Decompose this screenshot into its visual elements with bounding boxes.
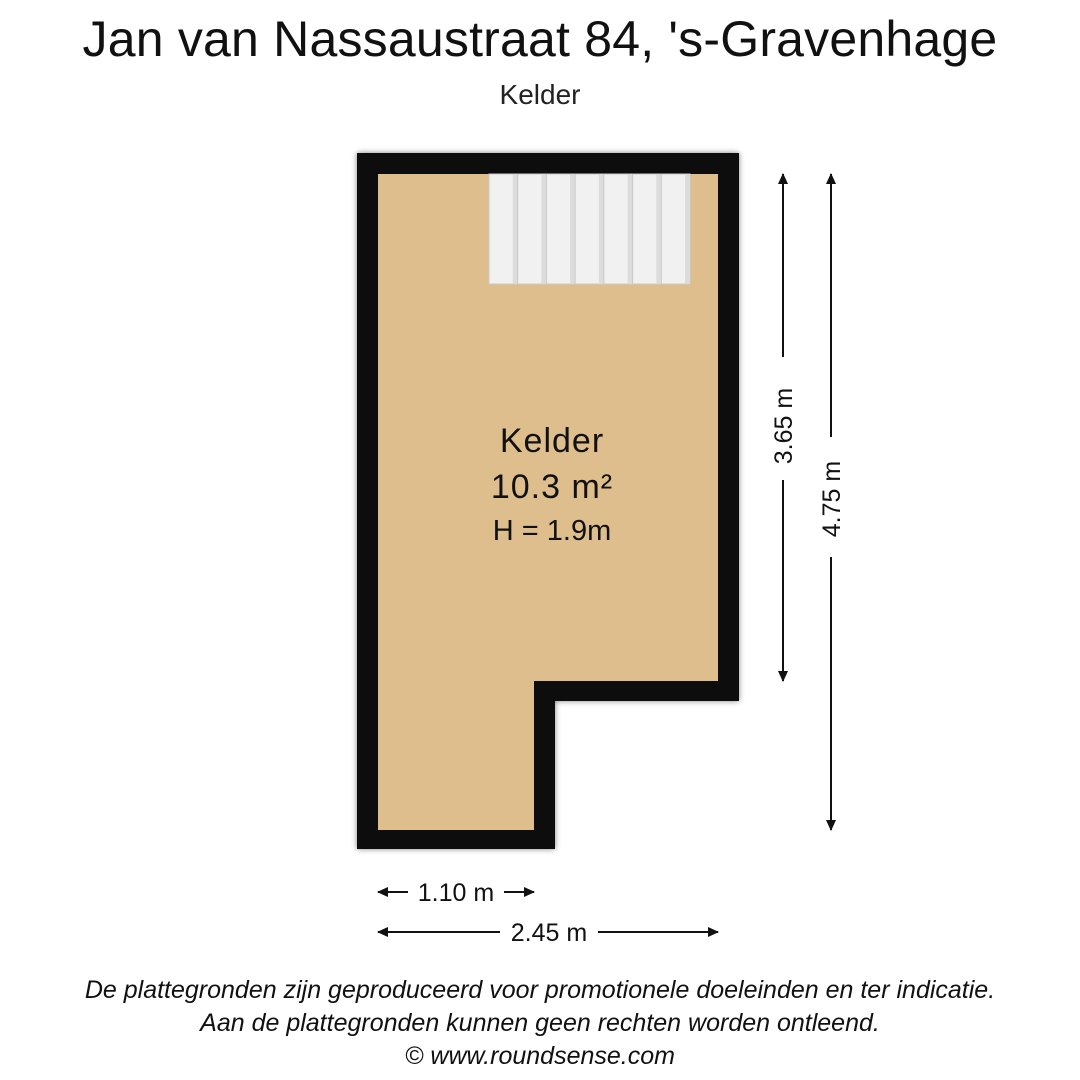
- dimension-inner-vertical-label: 3.65 m: [770, 387, 798, 465]
- floor-subtitle: Kelder: [499, 79, 581, 110]
- disclaimer-line-2: Aan de plattegronden kunnen geen rechten worden ontleend.: [200, 1009, 880, 1037]
- page-title: Jan van Nassaustraat 84, 's-Gravenhage: [82, 11, 998, 67]
- stairs: [489, 174, 690, 284]
- stair-tread-shade: [656, 174, 661, 284]
- copyright-line: © www.roundsense.com: [405, 1042, 675, 1070]
- dimension-outer-horizontal-label: 2.45 m: [510, 919, 588, 947]
- dimension-inner-horizontal: [378, 879, 534, 907]
- room-height-label: H = 1.9m: [492, 515, 612, 547]
- room-area-label: 10.3 m²: [490, 468, 614, 506]
- disclaimer: [0, 974, 1080, 1073]
- dimension-outer-vertical: [818, 174, 846, 830]
- stair-tread-shade: [541, 174, 546, 284]
- disclaimer-line-1: De plattegronden zijn geproduceerd voor promotionele doeleinden en ter indicatie.: [84, 976, 996, 1004]
- dimension-outer-horizontal: [378, 919, 718, 947]
- dimension-inner-horizontal-label: 1.10 m: [417, 879, 495, 907]
- room-name-label: Kelder: [499, 422, 605, 460]
- stair-tread-shade: [685, 174, 690, 284]
- dimension-inner-vertical: [770, 174, 798, 681]
- dimension-outer-vertical-label: 4.75 m: [818, 460, 846, 538]
- stair-tread-shade: [513, 174, 518, 284]
- stair-tread-shade: [628, 174, 633, 284]
- stair-tread-shade: [570, 174, 575, 284]
- stair-tread-shade: [599, 174, 604, 284]
